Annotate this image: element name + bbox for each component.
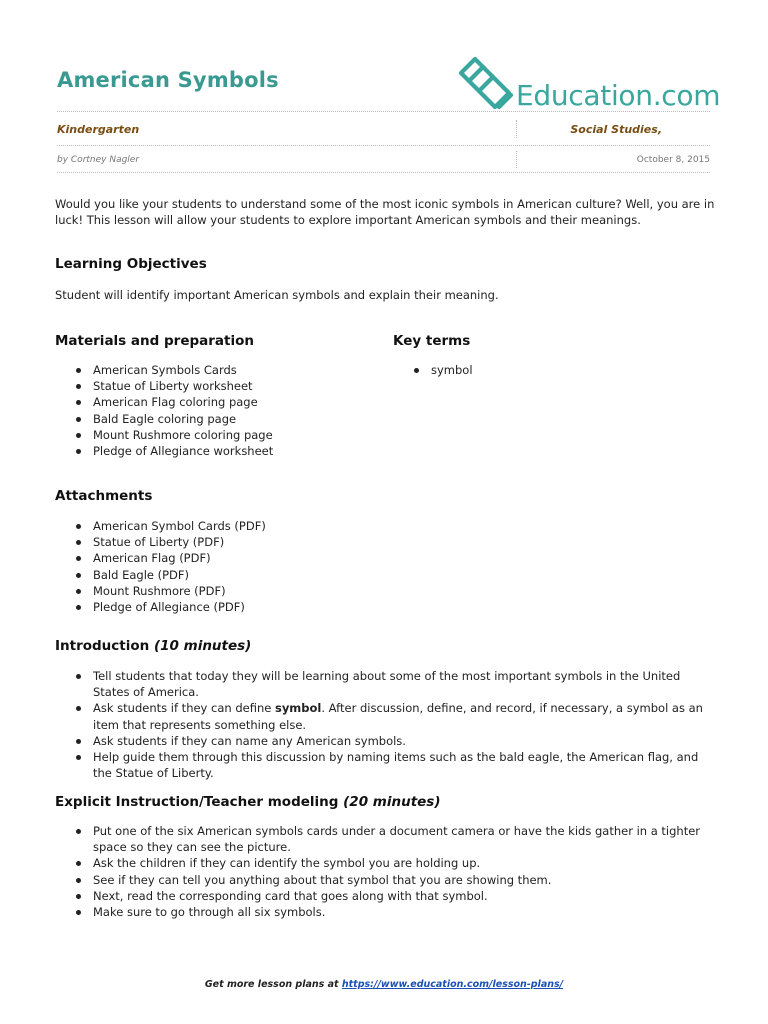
learning-objectives-heading: Learning Objectives bbox=[55, 256, 207, 272]
attachment-link[interactable]: Pledge of Allegiance (PDF) bbox=[74, 599, 374, 615]
subject-label: Social Studies, bbox=[570, 123, 662, 136]
lesson-plans-link[interactable]: https://www.education.com/lesson-plans/ bbox=[341, 979, 564, 990]
list-item: Pledge of Allegiance worksheet bbox=[74, 443, 374, 459]
footer bbox=[0, 979, 768, 990]
list-item: Tell students that today they will be learning about some of the most important symbols in the United States of America. bbox=[74, 668, 714, 700]
introduction-list bbox=[74, 668, 714, 781]
list-item: See if they can tell you anything about that symbol that you are showing them. bbox=[74, 872, 714, 888]
list-item: Help guide them through this discussion by naming items such as the bald eagle, the American flag, and the Statue of Liberty. bbox=[74, 749, 714, 781]
explicit-instruction-list bbox=[74, 823, 714, 920]
list-item: American Symbols Cards bbox=[74, 362, 374, 378]
explicit-instruction-heading bbox=[55, 794, 441, 810]
attachments-list[interactable] bbox=[74, 518, 374, 615]
key-terms-heading: Key terms bbox=[393, 333, 471, 349]
materials-heading: Materials and preparation bbox=[55, 333, 254, 349]
list-item: Put one of the six American symbols cards under a document camera or have the kids gather in a tighter space so they can see the picture. bbox=[74, 823, 714, 855]
header-divider bbox=[57, 111, 710, 112]
key-terms-list bbox=[412, 362, 692, 378]
attachment-link[interactable]: Statue of Liberty (PDF) bbox=[74, 534, 374, 550]
meta-divider bbox=[57, 145, 710, 146]
education-com-logo[interactable] bbox=[455, 55, 721, 113]
list-item: Ask students if they can name any American symbols. bbox=[74, 733, 714, 749]
explicit-instruction-duration: (20 minutes) bbox=[343, 794, 441, 810]
pencil-logo-icon bbox=[455, 55, 515, 113]
materials-list bbox=[74, 362, 374, 459]
key-term-bold: symbol bbox=[274, 701, 322, 716]
list-item: American Flag coloring page bbox=[74, 394, 374, 410]
list-item: Make sure to go through all six symbols. bbox=[74, 904, 714, 920]
list-item: Next, read the corresponding card that goes along with that symbol. bbox=[74, 888, 714, 904]
date-label: October 8, 2015 bbox=[636, 155, 710, 165]
intro-paragraph: Would you like your students to understand some of the most iconic symbols in American culture? Well, you are in luck! This lesson will allow your students to explore important American symbols and their meanings. bbox=[55, 197, 715, 227]
introduction-heading bbox=[55, 638, 251, 654]
list-item: Bald Eagle coloring page bbox=[74, 411, 374, 427]
page-title: American Symbols bbox=[57, 68, 279, 92]
list-item: Ask the children if they can identify the symbol you are holding up. bbox=[74, 855, 714, 871]
list-item: Statue of Liberty worksheet bbox=[74, 378, 374, 394]
footer-text: Get more lesson plans at bbox=[204, 979, 339, 990]
explicit-instruction-title: Explicit Instruction/Teacher modeling bbox=[55, 794, 339, 810]
attachment-link[interactable]: Mount Rushmore (PDF) bbox=[74, 583, 374, 599]
grade-label: Kindergarten bbox=[57, 123, 140, 136]
list-item: Mount Rushmore coloring page bbox=[74, 427, 374, 443]
introduction-title: Introduction bbox=[55, 638, 150, 654]
attachments-heading: Attachments bbox=[55, 488, 153, 504]
attachment-link[interactable]: American Flag (PDF) bbox=[74, 550, 374, 566]
list-item: symbol bbox=[412, 362, 692, 378]
meta-separator bbox=[516, 120, 517, 138]
meta-separator bbox=[516, 151, 517, 168]
meta-divider bbox=[57, 172, 710, 173]
list-item: Ask students if they can define symbol. After discussion, define, and record, if necessary, a symbol as an item that represents something else. bbox=[74, 700, 714, 732]
logo-wordmark: Education.com bbox=[516, 79, 721, 112]
introduction-duration: (10 minutes) bbox=[153, 638, 252, 654]
learning-objectives-text: Student will identify important American symbols and explain their meaning. bbox=[55, 288, 499, 302]
attachment-link[interactable]: Bald Eagle (PDF) bbox=[74, 567, 374, 583]
author-label: by Cortney Nagler bbox=[57, 155, 140, 165]
attachment-link[interactable]: American Symbol Cards (PDF) bbox=[74, 518, 374, 534]
